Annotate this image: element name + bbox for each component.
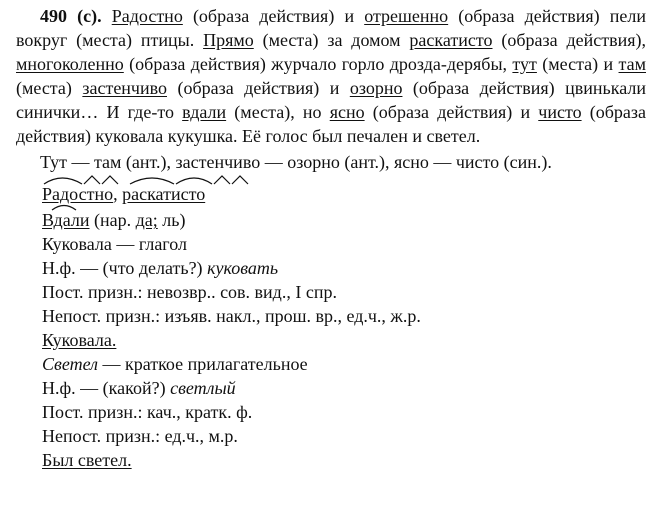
text-fragment: (образа действия) куковала кукушка. Её голос был печален и светел. (16, 102, 647, 146)
analysis-line-4 (42, 256, 646, 280)
syllable-mark: да; (135, 210, 158, 230)
root-arc-mark (42, 201, 82, 211)
text-fragment: (образа действия) и (167, 78, 350, 98)
word-ozorno: озорно (349, 78, 403, 98)
text-fragment: (образа действия) журчало горло дрозда-дерябы, (123, 54, 513, 74)
word-vdali-parsed: Вдали (42, 210, 90, 230)
analysis-line-6: Непост. призн.: изъяв. накл., прош. вр., ед.ч., ж.р. (42, 306, 421, 326)
word-yasno: ясно (329, 102, 365, 122)
analysis-line-5: Пост. призн.: невозвр.. сов. вид., I спр. (42, 282, 337, 302)
text-fragment: (места) за домом (253, 30, 410, 50)
word-radostno-parsed: Радостно (42, 184, 114, 204)
sentence-role: Был светел. (42, 450, 132, 470)
initial-form: светлый (170, 378, 236, 398)
text-fragment: ль) (157, 210, 186, 230)
text-fragment: (образа действия) пели вокруг (места) птицы. (16, 6, 647, 50)
text-fragment: (нар. (89, 210, 136, 230)
initial-form: куковать (207, 258, 279, 278)
analysis-line-12 (42, 448, 646, 472)
analysis-line-9 (42, 376, 646, 400)
text-fragment: — краткое прилагательное (97, 354, 308, 374)
exercise-number: 490 (с). (40, 6, 102, 26)
analyzed-word: Светел (42, 354, 98, 374)
text-fragment: Н.ф. — (какой?) (42, 378, 171, 398)
word-tam: там (618, 54, 646, 74)
analysis-line-11: Непост. призн.: ед.ч., м.р. (42, 426, 238, 446)
text-fragment: (места), но (226, 102, 330, 122)
word-chisto: чисто (538, 102, 582, 122)
text-fragment: (места) (16, 78, 83, 98)
word-radostno: Радостно (111, 6, 183, 26)
morpheme-arc-marks (42, 172, 252, 186)
word-pryamo: Прямо (203, 30, 254, 50)
word-tut: тут (512, 54, 537, 74)
analysis-line-7 (42, 328, 646, 352)
analysis-line-3: Куковала — глагол (42, 234, 187, 254)
text-fragment: (места) и (536, 54, 619, 74)
word-mnogokolenno: многоколенно (16, 54, 124, 74)
comma: , (113, 184, 123, 204)
text-fragment: (образа действия) и (364, 102, 539, 122)
text-fragment: Н.ф. — (что делать?) (42, 258, 208, 278)
exercise-text (16, 4, 646, 148)
word-raskatisto-parsed: раскатисто (122, 184, 206, 204)
analysis-line-2 (42, 208, 646, 232)
analysis-line-10: Пост. призн.: кач., кратк. ф. (42, 402, 253, 422)
text-fragment: (образа действия), (492, 30, 646, 50)
word-raskatisto: раскатисто (409, 30, 493, 50)
word-zastenchivo: застенчиво (82, 78, 167, 98)
analysis-line-8 (42, 352, 646, 376)
synonyms-antonyms: Тут — там (ант.), застенчиво — озорно (ант.), ясно — чисто (син.). (40, 152, 552, 172)
text-fragment: (образа действия) и (182, 6, 365, 26)
word-otreshenno: отрешенно (364, 6, 449, 26)
text-fragment: (образа действия) цвинькали синички… И где-то (16, 78, 646, 122)
sentence-role: Куковала. (42, 330, 117, 350)
word-analysis (16, 182, 646, 472)
word-vdali: вдали (182, 102, 227, 122)
analysis-line-1 (42, 182, 646, 206)
